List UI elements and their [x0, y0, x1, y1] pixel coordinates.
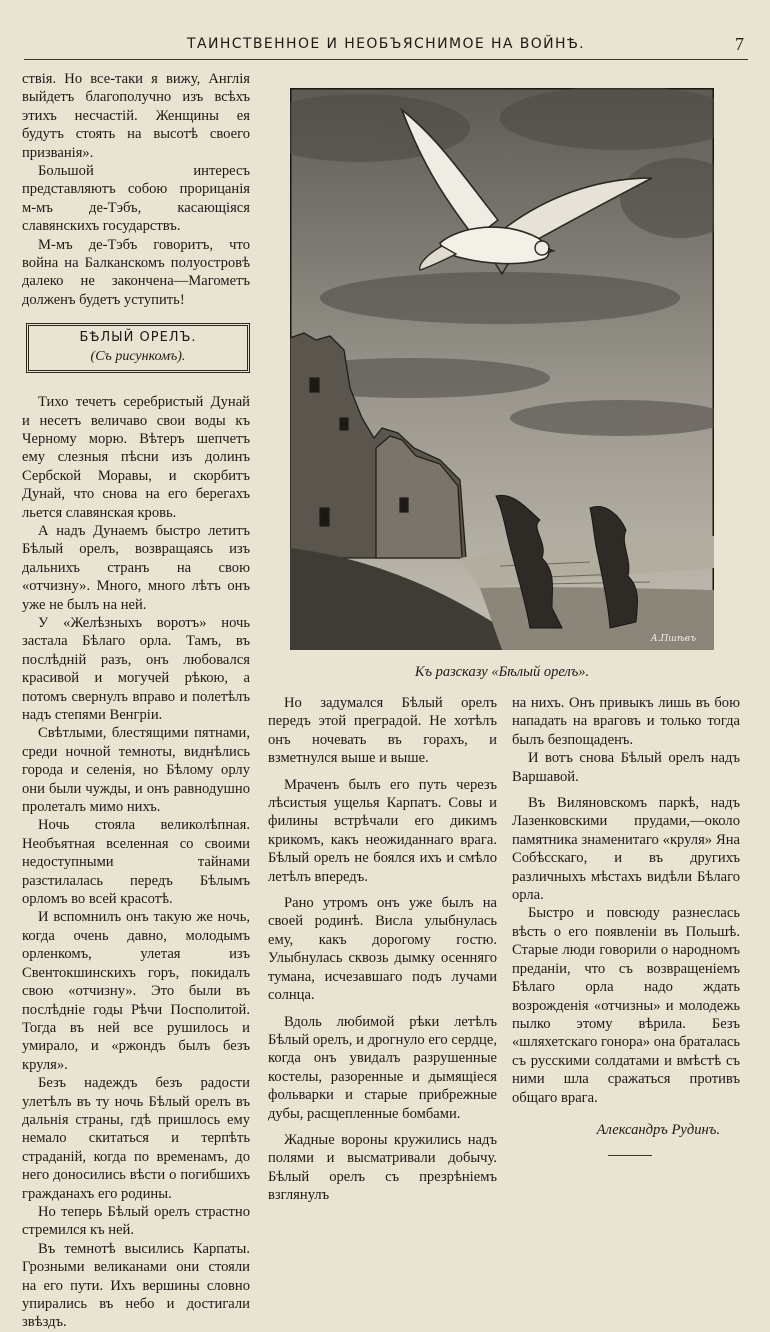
white-eagle-illustration	[290, 88, 714, 650]
paragraph: Безъ надеждъ безъ радости улетѣлъ въ ту ночь Бѣлый орелъ въ дальнія страны, гдѣ пришлось ему немало скитаться и терпѣть страданій, когда по временамъ, до него доносились вѣсти о погибшихъ гражданахъ его родины.	[22, 1075, 250, 1202]
story-subtitle: (Съ рисункомъ).	[90, 348, 186, 364]
column-3	[512, 694, 740, 1156]
paragraph: Жадные вороны кружились надъ полями и высматривали добычу. Бѣлый орелъ съ презрѣніемъ взглянулъ	[268, 1131, 497, 1204]
page-header	[24, 36, 748, 58]
paragraph: Но задумался Бѣлый орелъ передъ этой преградой. Не хотѣлъ онъ ночевать въ горахъ, и взметнулся выше и выше.	[268, 695, 497, 767]
author-signature: Александръ Рудинъ.	[596, 1121, 720, 1138]
paragraph: Мраченъ былъ его путь черезъ лѣсистыя ущелья Карпатъ. Совы и филины встрѣчали его дикимъ крикомъ, какъ неожиданнаго врага. Бѣлый орелъ не боялся ихъ и смѣло летѣлъ впередъ.	[268, 776, 497, 885]
paragraph: Тихо течетъ серебристый Дунай и несетъ величаво свои воды къ Черному морю. Вѣтеръ шепчетъ ему слезныя пѣсни изъ долинъ Сербской Моравы, и скорбитъ Дунай, что снова на его берегахъ льется славянская кровь.	[22, 394, 250, 521]
paragraph: И вотъ снова Бѣлый орелъ надъ Варшавой.	[512, 750, 740, 785]
paragraph: А надъ Дунаемъ быстро летитъ Бѣлый орелъ, возвращаясь изъ дальнихъ странъ на свою «отчизну». Много, много лѣтъ онъ уже не былъ на ней.	[22, 522, 250, 613]
river-plain	[460, 536, 714, 650]
end-rule	[608, 1155, 652, 1156]
column-2	[268, 694, 497, 1205]
paragraph: Быстро и повсюду разнеслась вѣсть о его появленіи въ Польшѣ. Старые люди говорили о народномъ преданіи, что съ возвращеніемъ Бѣлаго орла надо ждать возрожденія «отчизны» и молодежь пылко этому вѣрила. Безъ «шляхетскаго гонора» она браталась съ русскими солдатами и вмѣстѣ съ ними шла сражаться противъ общаго врага.	[512, 905, 740, 1106]
paragraph: Рано утромъ онъ уже былъ на своей родинѣ. Висла улыбнулась ему, какъ дорогому гостю. Улыбнулась сквозь дымку осенняго тумана, исчезавшаго подъ лучами солнца.	[268, 895, 497, 1004]
page-number: 7	[735, 34, 744, 54]
story-title-box	[26, 323, 250, 373]
paragraph: Но теперь Бѣлый орелъ страстно стремился къ ней.	[22, 1203, 250, 1239]
paragraph: Свѣтлыми, блестящими пятнами, среди ночной темноты, виднѣлись города и селенія, но Бѣлому орлу они были чужды, и онъ равнодушно пролеталъ мимо нихъ.	[22, 725, 250, 816]
column-1	[22, 70, 250, 1332]
paragraph: Ночь стояла великолѣпная. Необъятная вселенная со своими недоступными тайнами разстилалась передъ Бѣлымъ орломъ во всей красотѣ.	[22, 817, 250, 908]
paragraph: У «Желѣзныхъ воротъ» ночь застала Бѣлаго орла. Тамъ, въ послѣдній разъ, онъ любовался красивой и могучей рѣкою, а потомъ свернулъ вправо и полетѣлъ надъ степями Венгріи.	[22, 614, 250, 723]
running-title: ТАИНСТВЕННОЕ И НЕОБЪЯСНИМОЕ НА ВОЙНѢ.	[187, 36, 585, 52]
artist-signature: А.Пшѣвъ	[650, 634, 696, 644]
story-title: БѢЛЫЙ ОРЕЛЪ.	[79, 330, 197, 346]
paragraph: ствія. Но все-таки я вижу, Англія выйдетъ благополучно изъ всѣхъ этихъ несчастій. Женщины ея будутъ стоять на высотѣ своего призванія».	[22, 71, 250, 161]
paragraph: Большой интересъ представляютъ собою прорицанія м-мъ де-Тэбъ, касающіяся славянскихъ государствъ.	[22, 163, 250, 235]
paragraph: Вдоль любимой рѣки летѣлъ Бѣлый орелъ, и дрогнуло его сердце, когда онъ увидалъ разрушенные костелы, разоренные и дымящіеся фольварки и старые прибрежные дубы, расщепленные бомбами.	[268, 1013, 497, 1122]
paragraph: Въ Виляновскомъ паркѣ, надъ Лазенковскими прудами,—около памятника знаменитаго «круля» Яна Собѣсскаго, и въ другихъ различныхъ мѣстахъ видѣли Бѣлаго орла.	[512, 795, 740, 904]
illustration-caption: Къ разсказу «Бѣлый орелъ».	[414, 664, 590, 680]
paragraph: И вспомнилъ онъ такую же ночь, когда очень давно, молодымъ орленкомъ, улетая изъ Свентокшинскихъ горъ, покидалъ свою «отчизну». Это были въ послѣдніе годы Рѣчи Посполитой. Тогда въ ней все рушилось и умирало, и «ржондъ былъ безъ круля».	[22, 909, 250, 1073]
paragraph: М-мъ де-Тэбъ говоритъ, что война на Балканскомъ полуостровѣ далеко не закончена—Магометъ долженъ будетъ уступить!	[22, 236, 250, 308]
paragraph: Въ темнотѣ высились Карпаты. Грозными великанами они стояли на его пути. Ихъ вершины словно упирались въ небо и достигали звѣздъ.	[22, 1240, 250, 1331]
header-rule	[24, 59, 748, 60]
paragraph: на нихъ. Онъ привыкъ лишь въ бою нападать на враговъ и только тогда былъ безпощаденъ.	[512, 695, 740, 748]
